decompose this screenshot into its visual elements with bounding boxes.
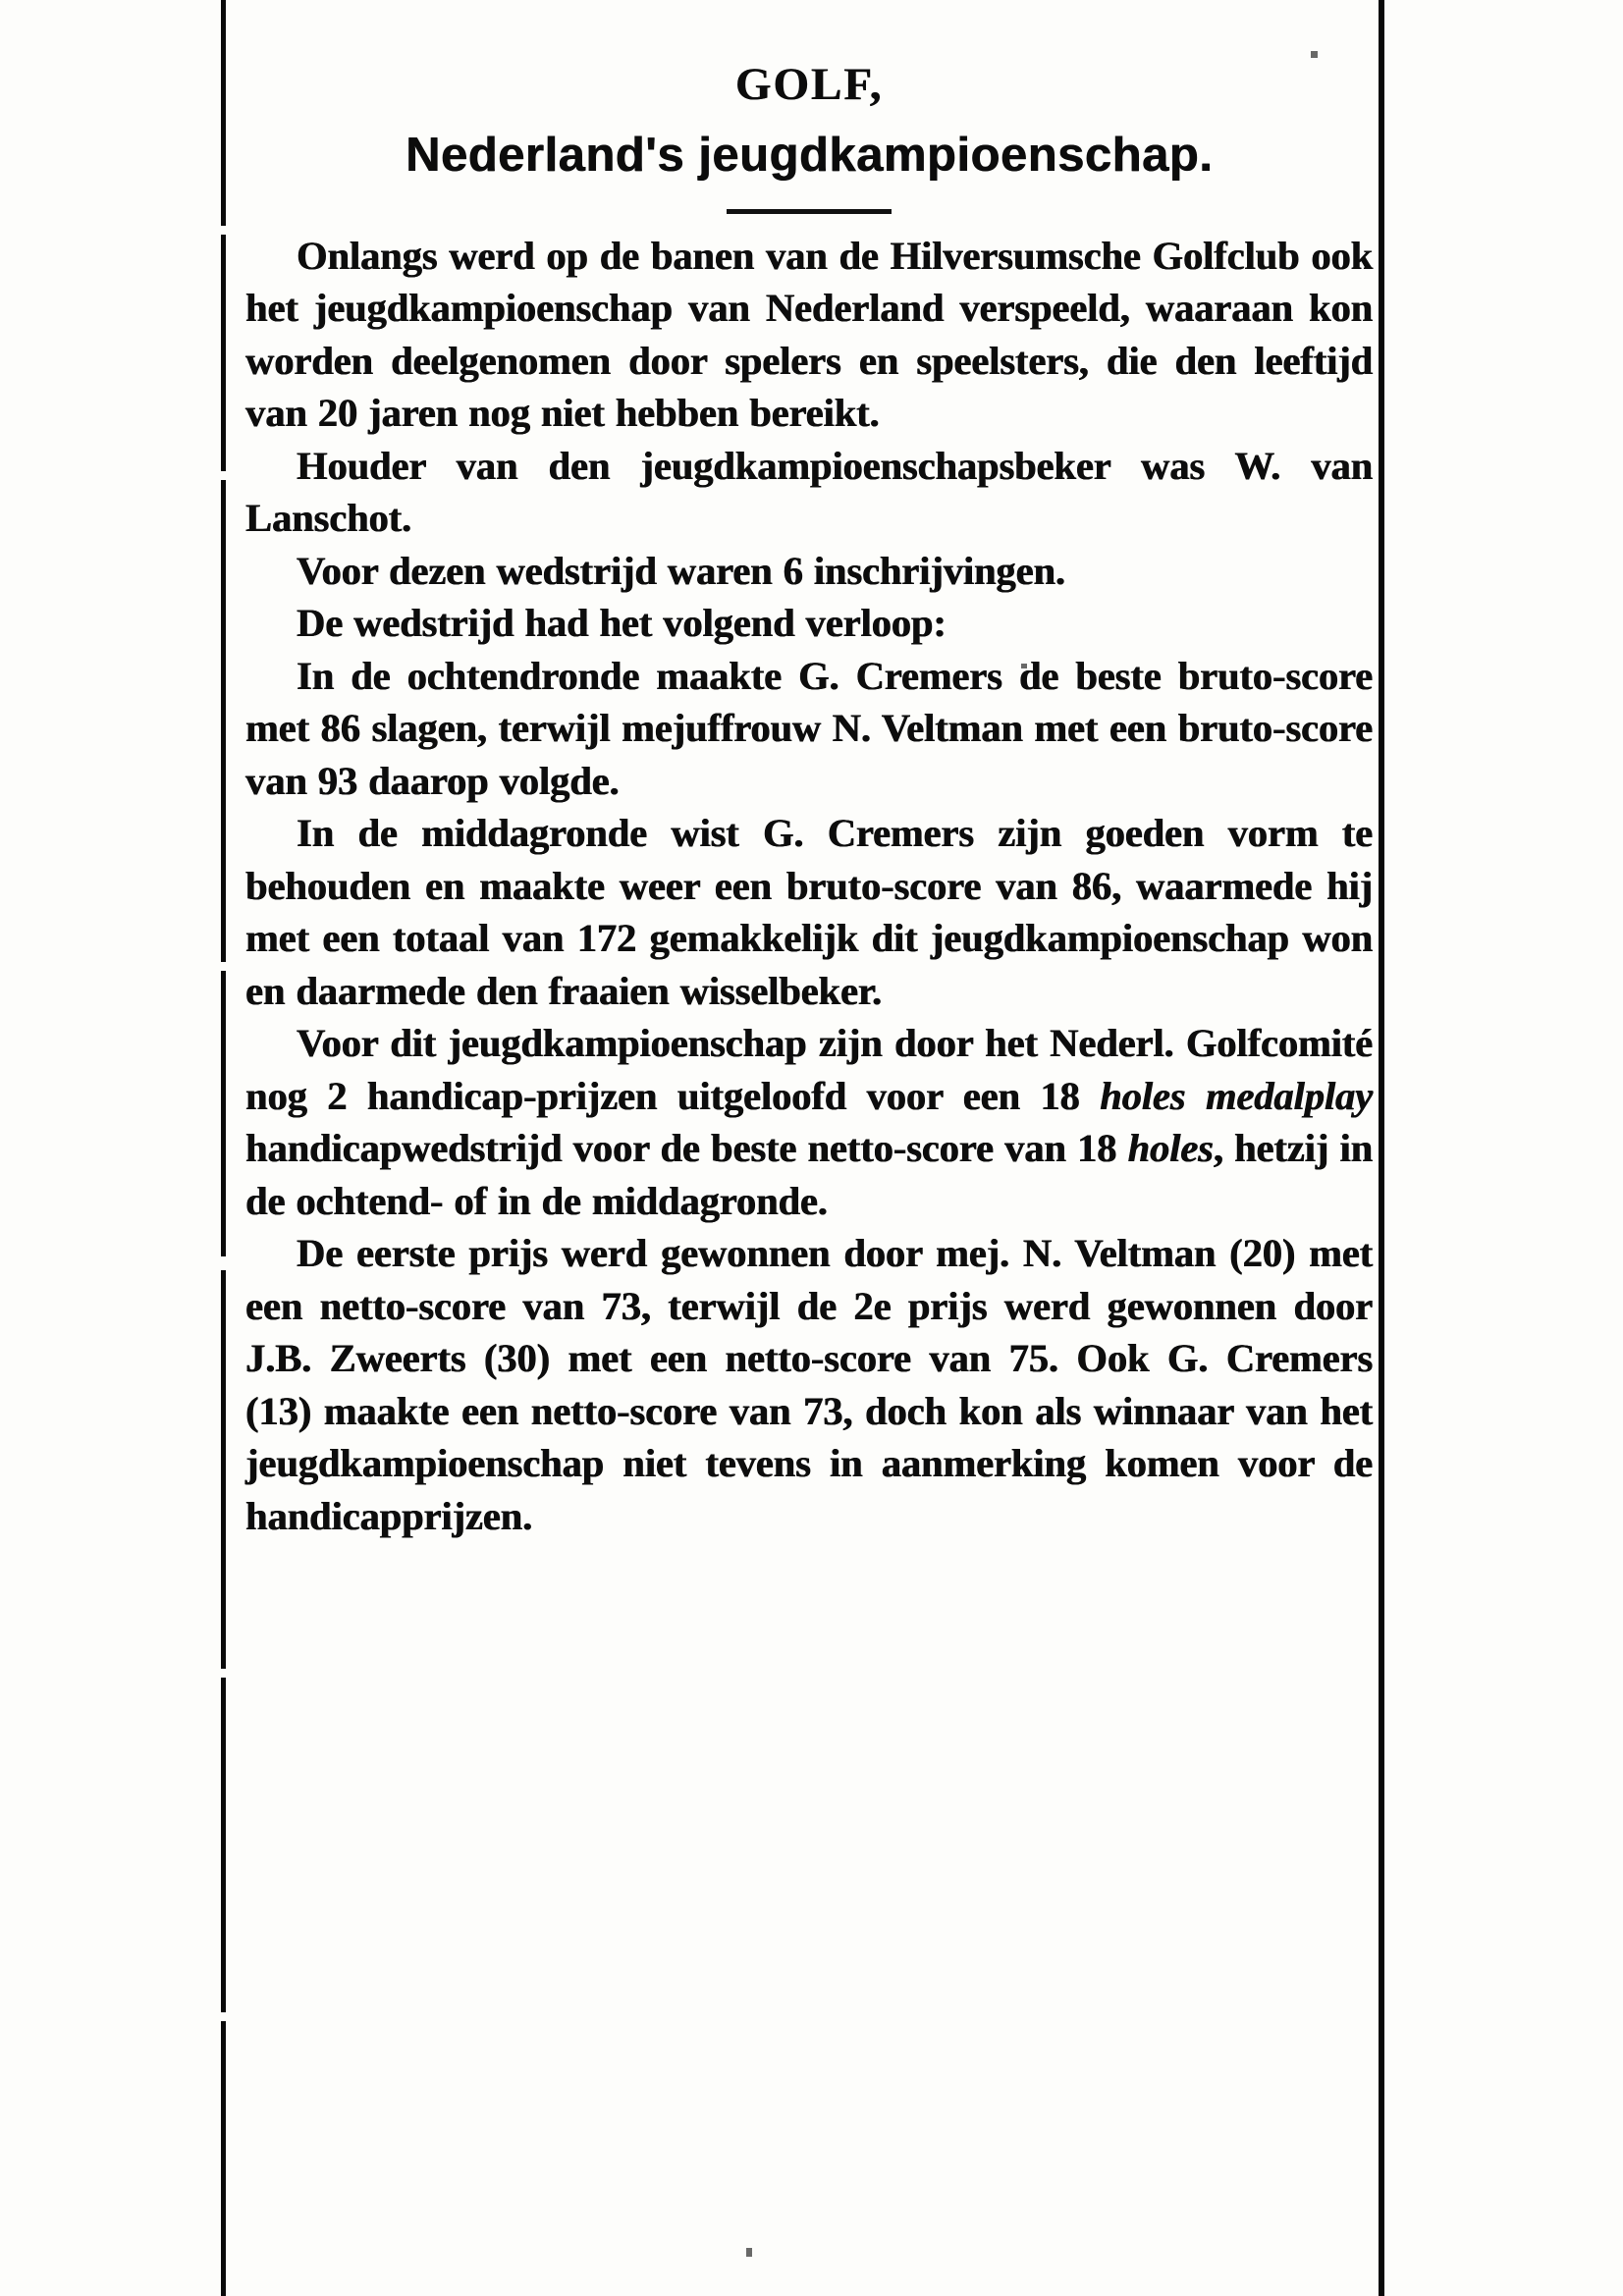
paragraph-entries: Voor dezen wedstrijd waren 6 inschrijvingen.: [297, 548, 1065, 593]
column-rule-nick: [221, 471, 227, 480]
handicap-text-part-3: , hetzij in de ochtend- of in de middagronde.: [245, 1126, 1373, 1223]
paragraph-handicap-prizes: [245, 1017, 1373, 1227]
paragraph-prize-winners: De eerste prijs werd gewonnen door mej. N. Veltman (20) met een netto-score van 73, terwijl de 2e prijs werd gewonnen door J.B. Zweerts (30) met een netto-score van 75. Ook G. Cremers (13) maakte een netto-score van 73, doch kon als winnaar van het jeugdkampioenschap niet tevens in aanmerking komen voor de handicapprijzen.: [245, 1231, 1373, 1538]
italic-holes: holes: [1127, 1126, 1214, 1171]
article-column: [245, 0, 1373, 2296]
italic-holes-medalplay: holes medalplay: [1100, 1073, 1373, 1118]
column-rule-nick: [221, 1256, 227, 1270]
handicap-text-part-1: Voor dit jeugdkampioenschap zijn door het Nederl. Golfcomité nog 2 handicap-prijzen uitgeloofd voor een 18: [245, 1021, 1373, 1118]
paragraph-course-of-play: De wedstrijd had het volgend verloop:: [297, 601, 947, 646]
heading-divider: [727, 209, 892, 214]
column-rule-nick: [221, 226, 227, 235]
page-title: GOLF,: [734, 59, 884, 110]
paragraph-morning-round: In de ochtendronde maakte G. Cremers de beste bruto-score met 86 slagen, terwijl mejuffrouw N. Veltman met een bruto-score van 93 daarop volgde.: [245, 653, 1373, 803]
article-masthead: [245, 61, 1373, 214]
paragraph-intro: Onlangs werd op de banen van de Hilversumsche Golfclub ook het jeugdkampioenschap van Nederland verspeeld, waaraan kon worden deelgenomen door spelers en speelsters, die den leeftijd van 20 jaren nog niet hebben bereikt.: [245, 233, 1373, 436]
handicap-text-part-2: handicapwedstrijd voor de beste netto-score van 18: [245, 1126, 1128, 1171]
column-rule-nick: [221, 1669, 227, 1678]
article-body: [245, 230, 1373, 1543]
article-subtitle: Nederland's jeugdkampioenschap.: [405, 129, 1214, 183]
column-rule-nick: [221, 2012, 227, 2021]
paragraph-afternoon-round: In de middagronde wist G. Cremers zijn goeden vorm te behouden en maakte weer een bruto-score van 86, waarmede hij met een totaal van 172 gemakkelijk dit jeugdkampioenschap won en daarmede den fraaien wisselbeker.: [245, 811, 1373, 1013]
column-rule-nick: [221, 962, 227, 971]
column-rule-right: [1379, 0, 1384, 2296]
column-rule-left: [221, 0, 226, 2296]
paragraph-cup-holder: Houder van den jeugdkampioenschapsbeker was W. van Lanschot.: [245, 443, 1373, 541]
